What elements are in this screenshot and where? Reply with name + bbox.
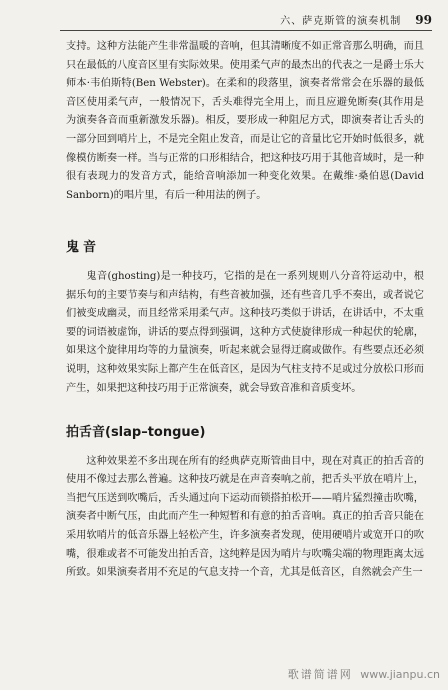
- paragraph-ghosting: 鬼音(ghosting)是一种技巧，它指的是在一系列规则八分音符运动中，根据乐句的主要节奏与和声结构，有些音被加强，还有些音几乎不奏出，或者说它们被变成幽灵，而且经常采用柔气声。这种技巧类似于讲话，在讲话中，不太重要的词语被虚饰，讲话的要点得到强调，这种方式使旋律形成一种起伏的轮廓，如果这个旋律用均等的力量演奏，听起来就会显得迂腐或做作。有些要点还必须说明，这种效果实际上都产生在低音区，是因为气柱支持不足或过分放松口形而产生，如果把这种技巧用于正常演奏，就会导致音准和音质变坏。: [66, 270, 424, 394]
- heading-ghosting: 鬼音: [66, 240, 101, 256]
- page-number: 99: [415, 13, 432, 27]
- paragraph-slap-tongue: 这种效果差不多出现在所有的经典萨克斯管曲目中，现在对真正的拍舌音的使用不像过去那么普遍。这种技巧就是在声音奏响之前，把舌头平放在哨片上，当把气压送到吹嘴后，舌头通过向下运动而锁搭拍松开——哨片猛烈撞击吹嘴，演奏者中断气压，由此而产生一种短暂和有意的拍舌音响。真正的拍舌音只能在采用软哨片的低音乐器上轻松产生，许多演奏者发现，使用硬哨片或宽开口的吹嘴，很难或者不可能发出拍舌音，这纯粹是因为哨片与吹嘴尖端的物理距离太远所致。如果演奏者用不充足的气息支持一个音，尤其是低音区，自然就会产生一: [66, 455, 424, 579]
- heading-slap-tongue: 拍舌音(slap–tongue): [66, 425, 206, 441]
- page-body: [66, 38, 424, 583]
- watermark-url: www.jianpu.cn: [360, 668, 440, 681]
- running-header: [60, 12, 432, 31]
- chapter-title: 六、萨克斯管的演奏机制: [280, 16, 402, 27]
- site-watermark: [288, 666, 440, 682]
- watermark-site-name: 歌谱简谱网: [287, 668, 353, 681]
- paragraph-soft-breath: 支持。这种方法能产生非常温暖的音响，但其清晰度不如正常音那么明确，而且只在最低的八度音区里有实际效果。使用柔气声的最杰出的代表之一是爵士乐大师本·韦伯斯特(Ben Webster)。在柔和的段落里，演奏者常常会在乐器的最低音区使用柔气声，一般情况下，舌头难得完全用上，而且应避免断奏(其作用是为演奏各音而重新激发乐器)。相反，要形成一种阻尼方式，即演奏者让舌头的一部分回到哨片上，不是完全阻止发音，而是让它的音量比它开始时低很多，就像模仿断奏一样。当与正常的口形相结合，把这种技巧用于其他音域时，是一种很有表现力的发音方式，能给音响添加一种变化效果。在戴维·桑伯恩(David Sanborn)的唱片里，有后一种用法的例子。: [66, 41, 424, 201]
